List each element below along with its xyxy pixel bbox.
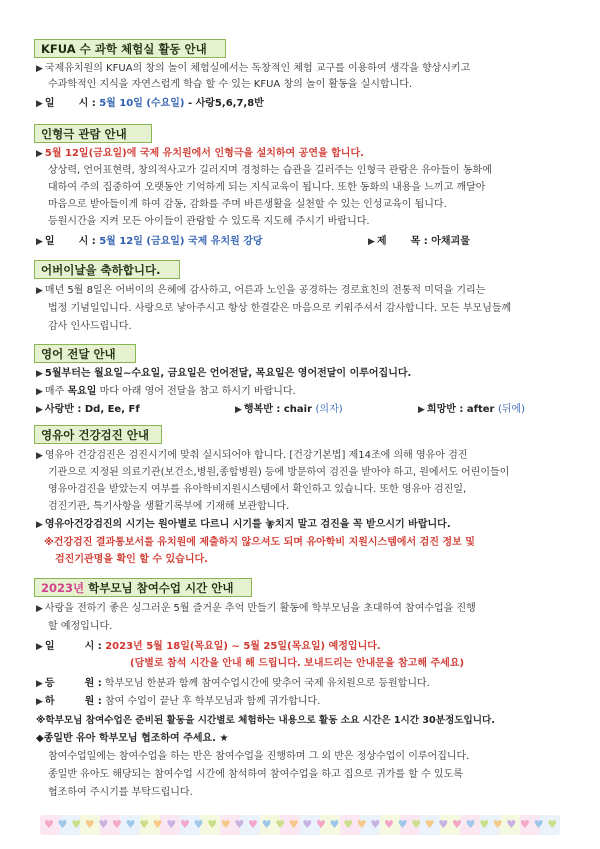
text: 대하여 주의 집중하여 오랫동안 기억하게 되는 지식교육이 됩니다. 또한 동화의 내용을 느끼고 깨달아 [48,182,486,193]
date-note [130,657,464,671]
heart-icon: ♥ [397,818,408,831]
topic-row [368,235,470,249]
text: 매년 5월 8일은 어버이의 은혜에 감사하고, 어른과 노인을 공경하는 경로효친의 전통적 미덕을 기리는 [44,285,486,296]
text: 검진기관, 특기사항을 생활기록부에 기재해 보관합니다. [48,501,290,512]
text: 5월부터는 월요일~수요일, 금요일은 언어전달, 목요일은 영어전달이 이루어집니다. [44,368,412,379]
heart-icon: ♥ [44,818,54,831]
section-title: 인형극 관람 안내 [41,127,127,141]
section-header-parents-day [34,260,180,279]
word-sarang [36,403,140,417]
paragraph [36,449,468,463]
text: ◆종일반 유아 학부모님 협조하여 주세요. ★ [36,733,229,744]
section-title-year: 2023년 [41,581,85,595]
label: 시 : [84,641,102,652]
bullet-icon: ▶ [36,99,43,109]
heart-icon: ♥ [302,818,313,831]
text: 참여 수업이 끝난 후 학부모님과 함께 귀가합니다. [104,696,321,707]
text: 검진기관명을 확인 할 수 있습니다. [55,554,208,565]
paragraph [36,602,476,616]
label: 시 : [78,98,96,109]
label: 일 [44,236,55,247]
heart-icon: ♥ [57,818,68,831]
paragraph [48,466,509,480]
note [36,714,495,728]
bullet-icon: ▶ [36,149,43,159]
heart-icon: ♥ [152,818,163,831]
text: 협조하여 주시기를 부탁드립니다. [48,787,193,798]
bullet-icon: ▶ [36,451,43,461]
heart-icon: ♥ [139,818,150,831]
bullet-icon: ▶ [36,520,43,530]
paragraph [48,215,370,229]
text: 사랑반 : Dd, Ee, Ff [44,404,140,415]
text: 법정 기념일입니다. 사랑으로 낳아주시고 항상 한결같은 마음으로 키워주셔서 감사합니다. 모든 부모님들께 [48,303,512,314]
heart-icon: ♥ [520,818,530,831]
text: 할 예정입니다. [48,621,113,632]
date-value: 5월 12일 (금요일) 국제 유치원 강당 [99,236,263,247]
heart-icon: ♥ [220,818,231,831]
bullet-icon: ▶ [36,387,43,397]
heart-icon: ♥ [343,818,354,831]
heart-icon: ♥ [424,818,435,831]
text: ※학부모님 참여수업은 준비된 활동을 시간별로 체험하는 내용으로 활동 소요 시간은 1시간 30분정도입니다. [36,715,495,726]
section-header-science [34,39,226,58]
paragraph [48,768,463,782]
paragraph [48,78,412,92]
bullet-icon: ▶ [36,237,43,247]
paragraph [48,786,193,800]
heart-icon: ♥ [316,818,326,831]
label: 목 : [410,236,428,247]
bullet-icon: ▶ [235,405,242,415]
heart-icon: ♥ [234,818,245,831]
text: 목요일 [67,386,97,397]
heart-icon: ♥ [166,818,177,831]
paragraph [48,302,511,316]
label: 제 [376,236,387,247]
text: 희망반 : after [426,404,495,415]
bullet-icon: ▶ [418,405,425,415]
heart-icon: ♥ [452,818,462,831]
label: 일 [44,98,55,109]
date-row [36,235,263,249]
decorative-footer [40,815,560,835]
text: 참여수업일에는 참여수업을 하는 반은 참여수업을 진행하며 그 외 반은 정상수업이 이루어집니다. [48,751,470,762]
text: (뒤에) [497,404,526,415]
section-title: 학부모님 참여수업 시간 안내 [88,581,234,595]
come-row [36,677,430,691]
heart-icon: ♥ [84,818,95,831]
label: 등 [44,678,55,689]
label: 원 : [84,678,102,689]
text: 행복반 : chair [243,404,313,415]
section-header-class [34,578,252,597]
heart-icon: ♥ [275,818,286,831]
heart-icon: ♥ [248,818,258,831]
section-title: KFUA 수 과학 체험실 활동 안내 [41,42,207,56]
text: 등원시간을 지켜 모든 아이들이 관람할 수 있도록 지도해 주시기 바랍니다. [48,216,370,227]
heart-icon: ♥ [547,818,558,831]
bullet-icon: ▶ [36,642,43,652]
text: ※건강검진 결과통보서를 유치원에 제출하지 않으셔도 되며 유아학비 지원시스템에서 검진 정보 및 [44,537,475,548]
section-title: 영어 전달 안내 [41,347,116,361]
paragraph [48,320,132,334]
bullet-icon: ▶ [36,369,43,379]
heart-icon: ♥ [261,818,272,831]
text: 영유아건강검진의 시기는 원아별로 다르니 시기를 놓치지 말고 검진을 꼭 받으시기 바랍니다. [44,519,451,530]
heart-icon: ♥ [533,818,544,831]
paragraph [36,385,296,399]
word-haengbok [235,403,343,417]
paragraph [48,198,447,212]
paragraph [36,518,451,532]
bullet-icon: ▶ [36,405,43,415]
heart-icon: ♥ [207,818,218,831]
text: (의자) [315,404,343,415]
section-header-english [34,344,136,363]
heart-icon: ♥ [356,818,367,831]
bullet-icon: ▶ [36,679,43,689]
bullet-icon: ▶ [36,604,43,614]
text: 사랑을 전하기 좋은 싱그러운 5월 즐거운 추억 만들기 활동에 학부모님을 초대하여 참여수업을 진행 [44,603,476,614]
go-row [36,695,320,709]
paragraph [36,62,470,76]
bullet-icon: ▶ [36,286,43,296]
heart-icon: ♥ [465,818,476,831]
heart-icon: ♥ [71,818,82,831]
heart-icon: ♥ [411,818,422,831]
heart-icon: ♥ [125,818,136,831]
label: 하 [44,696,55,707]
text: (담별로 참석 시간을 안내 해 드립니다. 보내드리는 안내문을 참고해 주세요) [130,658,465,669]
section-header-health [34,425,162,444]
text: 상상력, 언어표현력, 창의적사고가 길러지며 경청하는 습관을 길러주는 인형극 관람은 유아들이 동화에 [48,165,492,176]
word-huimang [418,403,525,417]
heart-icon: ♥ [479,818,490,831]
text: 영유아검진을 받았는지 여부를 유아학비지원시스템에서 확인하고 있습니다. 또한 영유아 검진일, [48,484,467,495]
date-value: 5월 10일 (수요일) [99,98,185,109]
label: 시 : [78,236,96,247]
heart-icon: ♥ [370,818,381,831]
note [44,536,475,550]
paragraph [48,750,469,764]
headline [36,147,364,161]
paragraph [36,284,485,298]
topic-value: 아채괴물 [431,236,470,247]
paragraph [48,483,466,497]
date-row [36,97,264,111]
heart-icon: ♥ [98,818,109,831]
heart-icon: ♥ [384,818,394,831]
date-value: 2023년 5월 18일(목요일) ~ 5월 25일(목요일) 예정입니다. [105,641,381,652]
label: 일 [44,641,55,652]
heart-icon: ♥ [288,818,299,831]
text: 종일반 유아도 해당되는 참여수업 시간에 참석하여 참여수업을 하고 집으로 귀가를 할 수 있도록 [48,769,463,780]
text: 학부모님 한분과 함께 참여수업시간에 맞추어 국제 유치원으로 등원합니다. [104,678,430,689]
date-extra: - 사랑5,6,7,8반 [187,98,264,109]
paragraph [48,500,289,514]
note [55,553,208,567]
text: 기관으로 지정된 의료기관(보건소,병원,종합병원) 등에 방문하여 검진을 받아야 하고, 원에서도 어린이들이 [48,467,510,478]
date-row [36,640,381,654]
headline [36,367,411,381]
text: 수과학적인 지식을 자연스럽게 학습 할 수 있는 KFUA 창의 놀이 활동을 실시합니다. [48,79,413,90]
section-header-puppet [34,124,152,143]
text: 5월 12일(금요일)에 국제 유치원에서 인형극을 설치하여 공연을 합니다. [44,148,364,159]
section-title: 영유아 건강검진 안내 [41,428,149,442]
bullet-icon: ▶ [36,64,43,74]
label: 원 : [84,696,102,707]
text: 매주 [44,386,65,397]
bullet-icon: ▶ [368,237,375,247]
heart-icon: ♥ [492,818,503,831]
heart-icon: ♥ [506,818,517,831]
heart-icon: ♥ [180,818,190,831]
heart-icon: ♥ [438,818,449,831]
heart-icon: ♥ [193,818,204,831]
text: 마다 아래 영어 전달을 참고 하시기 바랍니다. [99,386,296,397]
paragraph [48,620,112,634]
paragraph [48,181,485,195]
bullet-icon: ▶ [36,697,43,707]
heart-icon: ♥ [329,818,340,831]
paragraph [48,164,492,178]
note [36,732,228,746]
text: 마음으로 받아들이게 하여 감동, 감화를 주며 바른생활을 실천할 수 있는 인성교육이 됩니다. [48,199,447,210]
text: 국제유치원의 KFUA의 창의 놀이 체험실에서는 독창적인 체험 교구를 이용하여 생각을 향상시키고 [44,63,471,74]
section-title: 어버이날을 축하합니다. [41,263,161,277]
text: 감사 인사드립니다. [48,321,132,332]
text: 영유아 건강검진은 검진시기에 맞춰 실시되어야 합니다. [건강기본법] 제14조에 의해 영유아 검진 [44,450,468,461]
heart-icon: ♥ [112,818,122,831]
